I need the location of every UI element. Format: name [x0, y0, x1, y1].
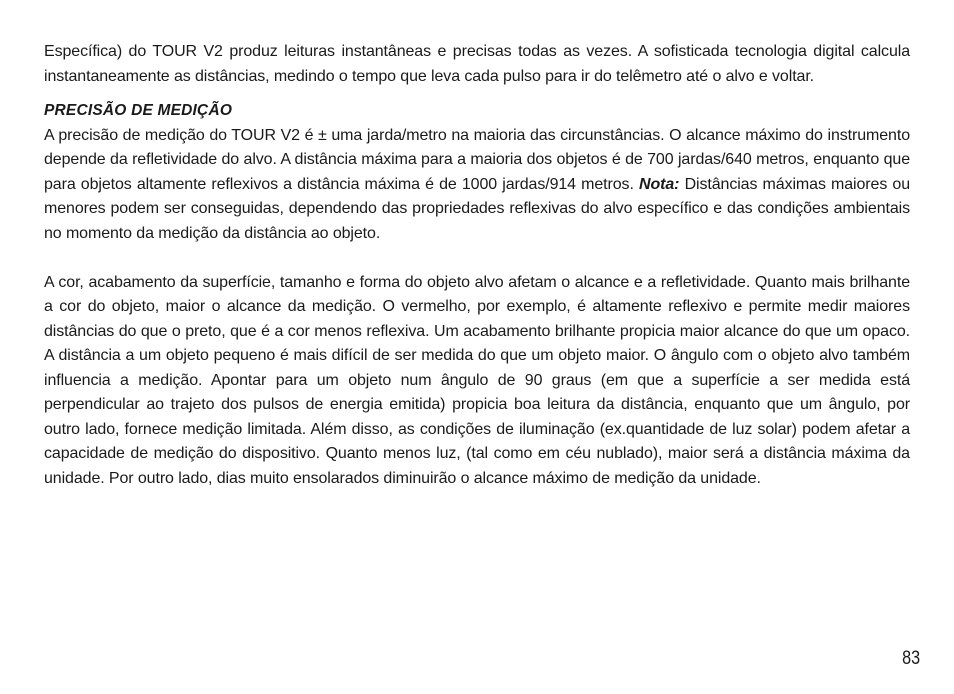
note-label: Nota:: [638, 175, 680, 193]
accuracy-paragraph: [44, 124, 910, 247]
document-body: [44, 40, 910, 491]
reflectivity-paragraph: A cor, acabamento da superfície, tamanho e forma do objeto alvo afetam o alcance e a refletividade. Quanto mais brilhante a cor do objeto, maior o alcance da medição. O vermelho, por exemplo, é altamente reflexivo e permite medir maiores distâncias do que o preto, que é a cor menos reflexiva. Um acabamento brilhante propicia maior alcance do que um opaco. A distância a um objeto pequeno é mais difícil de ser medida do que um objeto maior. O ângulo com o objeto alvo também influencia a medição. Apontar para um objeto num ângulo de 90 graus (em que a superfície a ser medida está perpendicular ao trajeto dos pulsos de energia emitida) propicia boa leitura da distância, enquanto que um ângulo, por outro lado, fornece medição limitada. Além disso, as condições de iluminação (ex.quantidade de luz solar) podem afetar a capacidade de medição do dispositivo. Quanto menos luz, (tal como em céu nublado), maior será a distância máxima da unidade. Por outro lado, dias muito ensolarados diminuirão o alcance máximo de medição da unidade.: [44, 273, 910, 487]
paragraph-spacer: [44, 246, 910, 271]
page-number: 83: [902, 648, 920, 669]
accuracy-text: A precisão de medição do TOUR V2 é ± uma jarda/metro na maioria das circunstâncias. O alcance máximo do instrumento depende da refletividade do alvo. A distância máxima para a maioria dos objetos é de 700 jardas/640 metros, enquanto que para objetos altamente reflexivos a distância máxima é de 1000 jardas/914 metros.: [44, 126, 910, 193]
section-heading: PRECISÃO DE MEDIÇÃO: [44, 102, 233, 119]
note-text: Distâncias máximas maiores ou menores podem ser conseguidas, dependendo das propriedades reflexivas do alvo específico e das condições ambientais no momento da medição da distância ao objeto.: [44, 175, 911, 242]
intro-paragraph: Específica) do TOUR V2 produz leituras instantâneas e precisas todas as vezes. A sofisticada tecnologia digital calcula instantaneamente as distâncias, medindo o tempo que leva cada pulso para ir do telêmetro até o alvo e voltar.: [44, 43, 910, 85]
